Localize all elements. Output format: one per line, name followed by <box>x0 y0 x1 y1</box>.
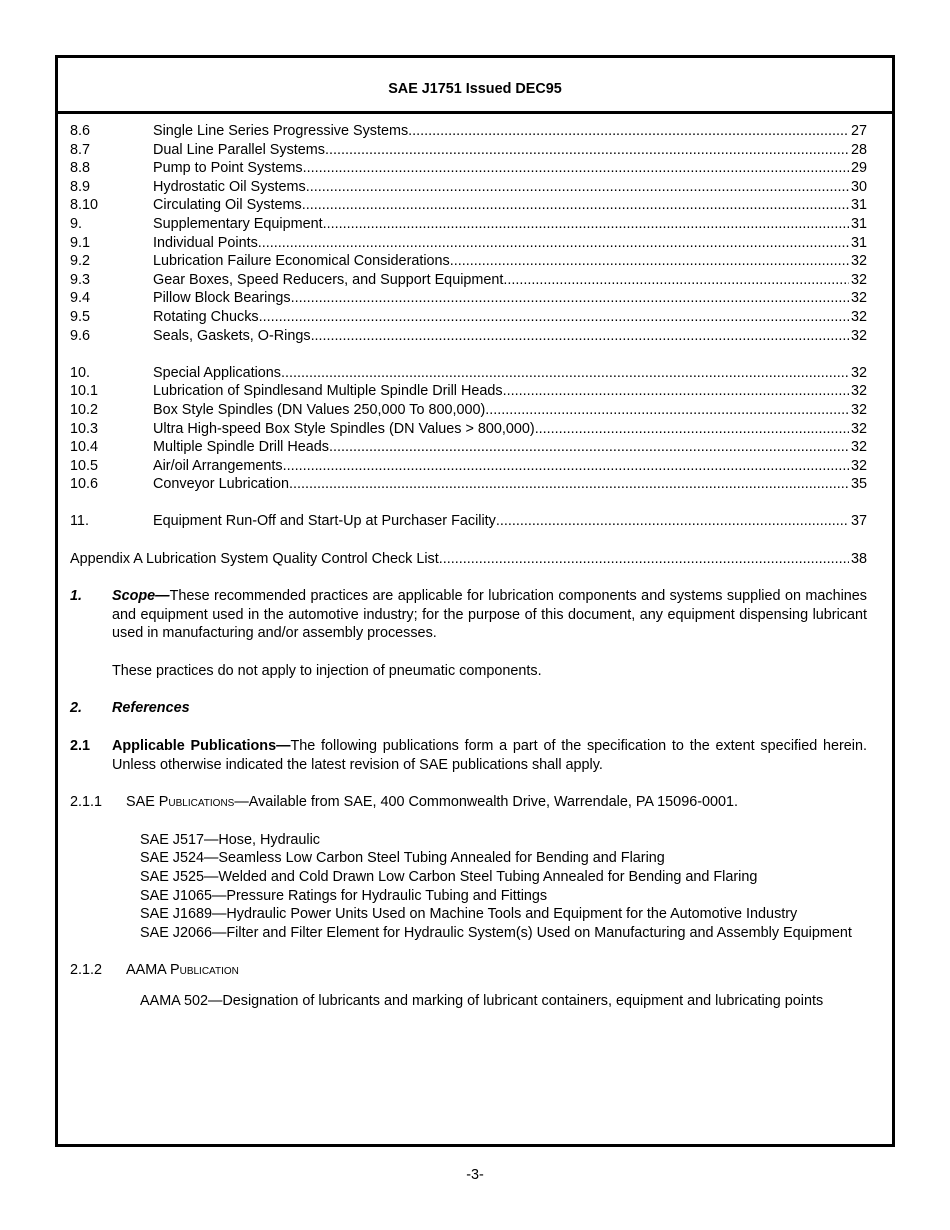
toc-entry[interactable] <box>70 382 867 401</box>
toc-leader <box>503 382 849 401</box>
toc-title: Rotating Chucks <box>153 308 259 325</box>
toc-number: 9.4 <box>70 290 91 307</box>
toc-number: 10.1 <box>70 383 99 400</box>
section-heading: AAMA P <box>126 961 180 978</box>
toc-entry[interactable] <box>70 215 867 234</box>
section-1-scope <box>70 587 867 643</box>
section-2-1-1 <box>70 793 867 812</box>
toc-leader <box>289 475 849 494</box>
toc-title: Hydrostatic Oil Systems <box>153 178 306 195</box>
reference-item: SAE J1689—Hydraulic Power Units Used on Machine Tools and Equipment for the Automotive Industry <box>140 906 798 923</box>
toc-page: 28 <box>850 141 867 158</box>
toc-number: 10.2 <box>70 401 99 418</box>
toc-title: Supplementary Equipment <box>153 215 323 232</box>
toc-page: 31 <box>850 215 867 232</box>
toc-title: Special Applications <box>153 364 281 381</box>
toc-entry[interactable] <box>70 308 867 327</box>
toc-number: 8.7 <box>70 141 91 158</box>
toc-entry[interactable] <box>70 475 867 494</box>
page-content <box>70 122 867 1010</box>
toc-number: 8.10 <box>70 197 99 214</box>
toc-group-8-9 <box>70 122 867 345</box>
section-text: —Available from SAE, 400 Commonwealth Drive, Warrendale, PA 15096-0001. <box>234 793 739 810</box>
section-heading: Applicable Publications— <box>112 737 291 754</box>
toc-number: 9.2 <box>70 253 91 270</box>
toc-entry[interactable] <box>70 271 867 290</box>
toc-page: 32 <box>850 401 867 418</box>
toc-page: 27 <box>850 123 867 139</box>
toc-title: Dual Line Parallel Systems <box>153 141 325 158</box>
toc-number: 10.6 <box>70 476 99 493</box>
toc-number: 8.9 <box>70 178 91 195</box>
section-2-1-2 <box>70 961 867 980</box>
toc-page: 37 <box>850 513 867 530</box>
toc-entry[interactable] <box>70 252 867 271</box>
page-frame <box>55 55 895 1147</box>
toc-leader <box>325 141 849 160</box>
toc-entry[interactable] <box>70 438 867 457</box>
toc-title: Conveyor Lubrication <box>153 476 289 493</box>
scope-paragraph-2: These practices do not apply to injection of pneumatic components. <box>112 662 542 679</box>
reference-item: SAE J525—Welded and Cold Drawn Low Carbon Steel Tubing Annealed for Bending and Flaring <box>140 868 758 885</box>
toc-entry[interactable] <box>70 327 867 346</box>
toc-leader <box>535 420 849 439</box>
toc-page: 32 <box>850 327 867 344</box>
aama-reference-list <box>70 992 867 1011</box>
toc-leader <box>283 457 849 476</box>
section-2-references <box>70 699 867 718</box>
reference-item: SAE J517—Hose, Hydraulic <box>140 831 320 848</box>
toc-title: Ultra High-speed Box Style Spindles (DN Values > 800,000) <box>153 420 535 437</box>
section-number: 2.1.2 <box>70 961 103 978</box>
toc-leader <box>503 271 849 290</box>
toc-number: 9.5 <box>70 308 91 325</box>
toc-number: 10.3 <box>70 420 99 437</box>
toc-title: Pump to Point Systems <box>153 160 303 177</box>
reference-item: SAE J2066—Filter and Filter Element for Hydraulic System(s) Used on Manufacturing and Assembly Equipment <box>140 924 852 941</box>
toc-number: 10.5 <box>70 457 99 474</box>
toc-page: 32 <box>850 457 867 474</box>
toc-group-10 <box>70 364 867 494</box>
section-number: 1. <box>70 588 83 605</box>
toc-number: 9.6 <box>70 327 91 344</box>
toc-entry[interactable] <box>70 178 867 197</box>
toc-title: Lubrication Failure Economical Considerations <box>153 253 450 270</box>
toc-number: 10. <box>70 364 91 381</box>
toc-page: 32 <box>850 253 867 270</box>
toc-leader <box>323 215 849 234</box>
toc-leader <box>439 550 849 569</box>
toc-leader <box>291 289 849 308</box>
toc-leader <box>485 401 849 420</box>
toc-entry[interactable] <box>70 141 867 160</box>
toc-page: 35 <box>850 476 867 493</box>
document-header: SAE J1751 Issued DEC95 <box>58 58 892 114</box>
section-heading-smallcaps: ublication <box>179 961 239 978</box>
toc-title: Multiple Spindle Drill Heads <box>153 439 329 456</box>
toc-leader <box>259 308 849 327</box>
toc-number: 9. <box>70 215 83 232</box>
toc-leader <box>450 252 849 271</box>
section-heading: References <box>112 699 190 716</box>
toc-entry[interactable] <box>70 457 867 476</box>
toc-entry[interactable] <box>70 289 867 308</box>
toc-title: Appendix A Lubrication System Quality Control Check List <box>70 550 439 567</box>
toc-number: 9.1 <box>70 234 91 251</box>
toc-leader <box>311 327 849 346</box>
section-number: 2.1.1 <box>70 793 103 810</box>
toc-page: 32 <box>850 439 867 456</box>
section-heading: SAE P <box>126 793 169 810</box>
toc-entry[interactable] <box>70 420 867 439</box>
toc-page: 29 <box>850 160 867 177</box>
toc-title: Lubrication of Spindlesand Multiple Spindle Drill Heads <box>153 383 503 400</box>
toc-title: Pillow Block Bearings <box>153 290 291 307</box>
toc-title: Single Line Series Progressive Systems <box>153 123 409 139</box>
section-text: The following publications form a part of the specification to the extent specified herein. Unless otherwise indicated the latest revision of SAE publications shall apply. <box>112 737 867 773</box>
section-number: 2. <box>70 699 83 716</box>
toc-title: Gear Boxes, Speed Reducers, and Support Equipment <box>153 271 504 288</box>
toc-leader <box>302 196 849 215</box>
toc-page: 31 <box>850 234 867 251</box>
section-text: These recommended practices are applicable for lubrication components and systems supplied on machines and equipment used in the automotive industry; for the purpose of this document, any equipment dispensing lubricant used in manufacturing and/or assembly processes. <box>112 588 867 642</box>
toc-entry[interactable] <box>70 122 867 141</box>
page-number: -3- <box>466 1167 484 1183</box>
toc-leader <box>258 234 849 253</box>
section-heading: Scope— <box>112 588 170 605</box>
toc-number: 11. <box>70 513 89 530</box>
toc-leader <box>329 438 849 457</box>
toc-title: Box Style Spindles (DN Values 250,000 To 800,000) <box>153 401 486 418</box>
toc-group-11 <box>70 512 867 531</box>
toc-page: 31 <box>850 197 867 214</box>
toc-appendix[interactable] <box>70 550 867 569</box>
toc-leader <box>281 364 849 383</box>
toc-entry[interactable] <box>70 196 867 215</box>
toc-number: 10.4 <box>70 439 99 456</box>
toc-number: 8.6 <box>70 123 91 139</box>
toc-entry[interactable] <box>70 234 867 253</box>
toc-entry[interactable] <box>70 512 867 531</box>
toc-leader <box>496 512 849 531</box>
toc-title: Seals, Gaskets, O-Rings <box>153 327 311 344</box>
toc-number: 8.8 <box>70 160 91 177</box>
reference-item: SAE J524—Seamless Low Carbon Steel Tubing Annealed for Bending and Flaring <box>140 850 665 867</box>
toc-page: 32 <box>850 420 867 437</box>
section-heading-smallcaps: ublications <box>168 793 235 810</box>
toc-page: 32 <box>850 271 867 288</box>
toc-page: 32 <box>850 364 867 381</box>
section-number: 2.1 <box>70 737 91 754</box>
toc-entry[interactable] <box>70 401 867 420</box>
toc-leader <box>306 178 849 197</box>
toc-page: 38 <box>850 550 867 567</box>
toc-page: 32 <box>850 308 867 325</box>
toc-page: 30 <box>850 178 867 195</box>
toc-title: Air/oil Arrangements <box>153 457 283 474</box>
toc-leader <box>408 122 849 141</box>
toc-page: 32 <box>850 383 867 400</box>
toc-title: Circulating Oil Systems <box>153 197 302 214</box>
toc-title: Individual Points <box>153 234 258 251</box>
toc-entry[interactable] <box>70 364 867 383</box>
toc-entry[interactable] <box>70 159 867 178</box>
section-2-1 <box>70 737 867 774</box>
toc-page: 32 <box>850 290 867 307</box>
toc-title: Equipment Run-Off and Start-Up at Purchaser Facility <box>153 513 496 530</box>
reference-item: AAMA 502—Designation of lubricants and marking of lubricant containers, equipment and lubricating points <box>140 992 824 1009</box>
sae-reference-list <box>70 831 867 943</box>
reference-item: SAE J1065—Pressure Ratings for Hydraulic Tubing and Fittings <box>140 887 548 904</box>
toc-number: 9.3 <box>70 271 91 288</box>
toc-leader <box>303 159 849 178</box>
